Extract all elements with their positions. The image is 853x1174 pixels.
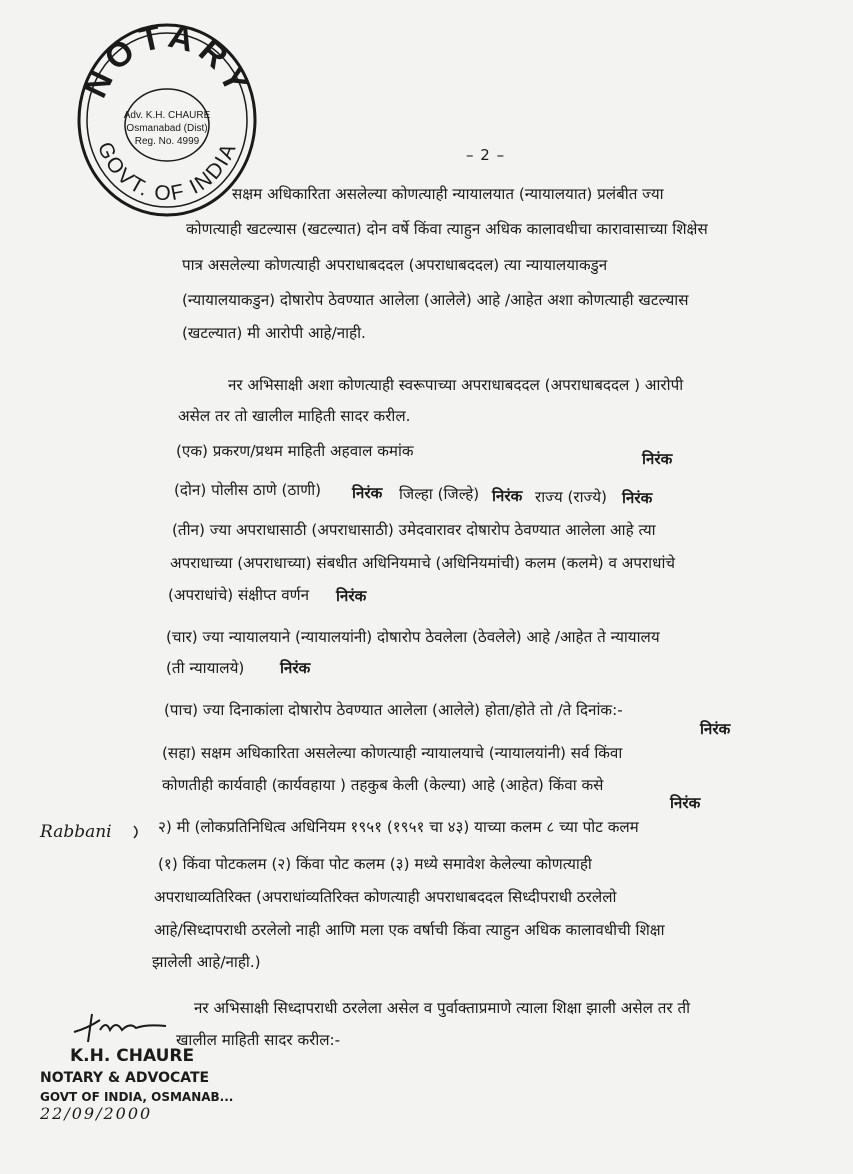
margin-signature-squiggle xyxy=(38,818,148,858)
text-line: (तीन) ज्या अपराधासाठी (अपराधासाठी) उमेदवारावर दोषारोप ठेवण्यात आलेला आहे त्या xyxy=(172,521,656,539)
nil-value: निरंक xyxy=(622,489,653,507)
signatory-name: K.H. CHAURE xyxy=(70,1046,195,1066)
seal-district: Osmanabad (Dist) xyxy=(126,123,208,134)
signatory-title: NOTARY & ADVOCATE xyxy=(40,1070,210,1086)
text-line: जिल्हा (जिल्हे) xyxy=(399,485,480,503)
signature-scrawl xyxy=(70,1006,190,1046)
nil-value: निरंक xyxy=(700,720,731,738)
seal-reg: Reg. No. 4999 xyxy=(134,136,200,147)
text-line: (न्यायालयाकडुन) दोषारोप ठेवण्यात आलेला (आलेले) आहे /आहेत अशा कोणत्याही खटल्यास xyxy=(182,291,689,309)
nil-value: निरंक xyxy=(352,484,383,502)
nil-value: निरंक xyxy=(336,587,367,605)
nil-value: निरंक xyxy=(670,794,701,812)
text-line: (१) किंवा पोटकलम (२) किंवा पोट कलम (३) मध्ये समावेश केलेल्या कोणत्याही xyxy=(158,855,592,873)
signature-date: 22/09/2000 xyxy=(40,1104,153,1123)
text-line: (सहा) सक्षम अधिकारिता असलेल्या कोणत्याही न्यायालयाचे (न्यायालयांनी) सर्व किंवा xyxy=(162,744,623,762)
signatory-govt: GOVT OF INDIA, OSMANAB... xyxy=(40,1090,234,1104)
seal-ring-top: NOTARY xyxy=(75,16,259,104)
nil-value: निरंक xyxy=(492,487,523,505)
text-line: (ती न्यायालये) xyxy=(166,659,245,677)
text-line: पात्र असलेल्या कोणत्याही अपराधाबददल (अपराधाबददल) त्या न्यायालयाकडुन xyxy=(182,256,608,274)
text-line: नर अभिसाक्षी सिध्दापराधी ठरलेला असेल व पुर्वाक्ताप्रमाणे त्याला शिक्षा झाली असेल तर ती xyxy=(194,999,691,1017)
text-line: अपराधाव्यतिरिक्त (अपराधांव्यतिरिक्त कोणत्याही अपराधाबददल सिध्दीपराधी ठरलेलो xyxy=(154,888,617,906)
text-line: नर अभिसाक्षी अशा कोणत्याही स्वरूपाच्या अपराधाबददल (अपराधाबददल ) आरोपी xyxy=(228,376,684,394)
text-line: झालेली आहे/नाही.) xyxy=(152,953,261,971)
text-line: आहे/सिध्दापराधी ठरलेलो नाही आणि मला एक वर्षाची किंवा त्याहुन अधिक कालावधीची शिक्षा xyxy=(154,921,665,939)
nil-value: निरंक xyxy=(280,659,311,677)
text-line: (चार) ज्या न्यायालयाने (न्यायालयांनी) दोषारोप ठेवलेला (ठेवलेले) आहे /आहेत ते न्यायालय xyxy=(166,628,660,646)
text-line: कोणत्याही खटल्यास (खटल्यात) दोन वर्षे किंवा त्याहुन अधिक कालावधीचा कारावासाच्या शिक्षेस xyxy=(186,220,708,238)
text-line: २) मी (लोकप्रतिनिधित्व अधिनियम १९५१ (१९५१ चा ४३) याच्या कलम ८ च्या पोट कलम xyxy=(158,818,639,836)
text-line: कोणतीही कार्यवाही (कार्यवहाया ) तहकुब केली (केल्या) आहे (आहेत) किंवा कसे xyxy=(162,776,604,794)
text-line: (एक) प्रकरण/प्रथम माहिती अहवाल कमांक xyxy=(176,442,414,460)
text-line: (खटल्यात) मी आरोपी आहे/नाही. xyxy=(182,324,366,342)
text-line: (अपराधांचे) संक्षीप्त वर्णन xyxy=(168,586,310,604)
text-line: सक्षम अधिकारिता असलेल्या कोणत्याही न्यायालयात (न्यायालयात) प्रलंबीत ज्या xyxy=(232,185,664,203)
margin-signature-note: Rabbani xyxy=(40,822,112,842)
text-line: (दोन) पोलीस ठाणे (ठाणी) xyxy=(174,481,322,499)
text-line: खालील माहिती सादर करील:- xyxy=(176,1031,341,1049)
nil-value: निरंक xyxy=(642,450,673,468)
seal-name: Adv. K.H. CHAURE xyxy=(123,110,211,121)
text-line: राज्य (राज्ये) xyxy=(535,488,607,506)
text-line: अपराधाच्या (अपराधाच्या) संबधीत अधिनियमाचे (अधिनियमांची) कलम (कलमे) व अपराधांचे xyxy=(170,554,676,572)
text-line: असेल तर तो खालील माहिती सादर करील. xyxy=(178,407,411,425)
page-number: – 2 – xyxy=(466,146,506,164)
seal-ring-bottom: GOVT. OF INDIA xyxy=(92,138,242,206)
text-line: (पाच) ज्या दिनाकांला दोषारोप ठेवण्यात आलेला (आलेले) होता/होते तो /ते दिनांक:- xyxy=(164,701,623,719)
